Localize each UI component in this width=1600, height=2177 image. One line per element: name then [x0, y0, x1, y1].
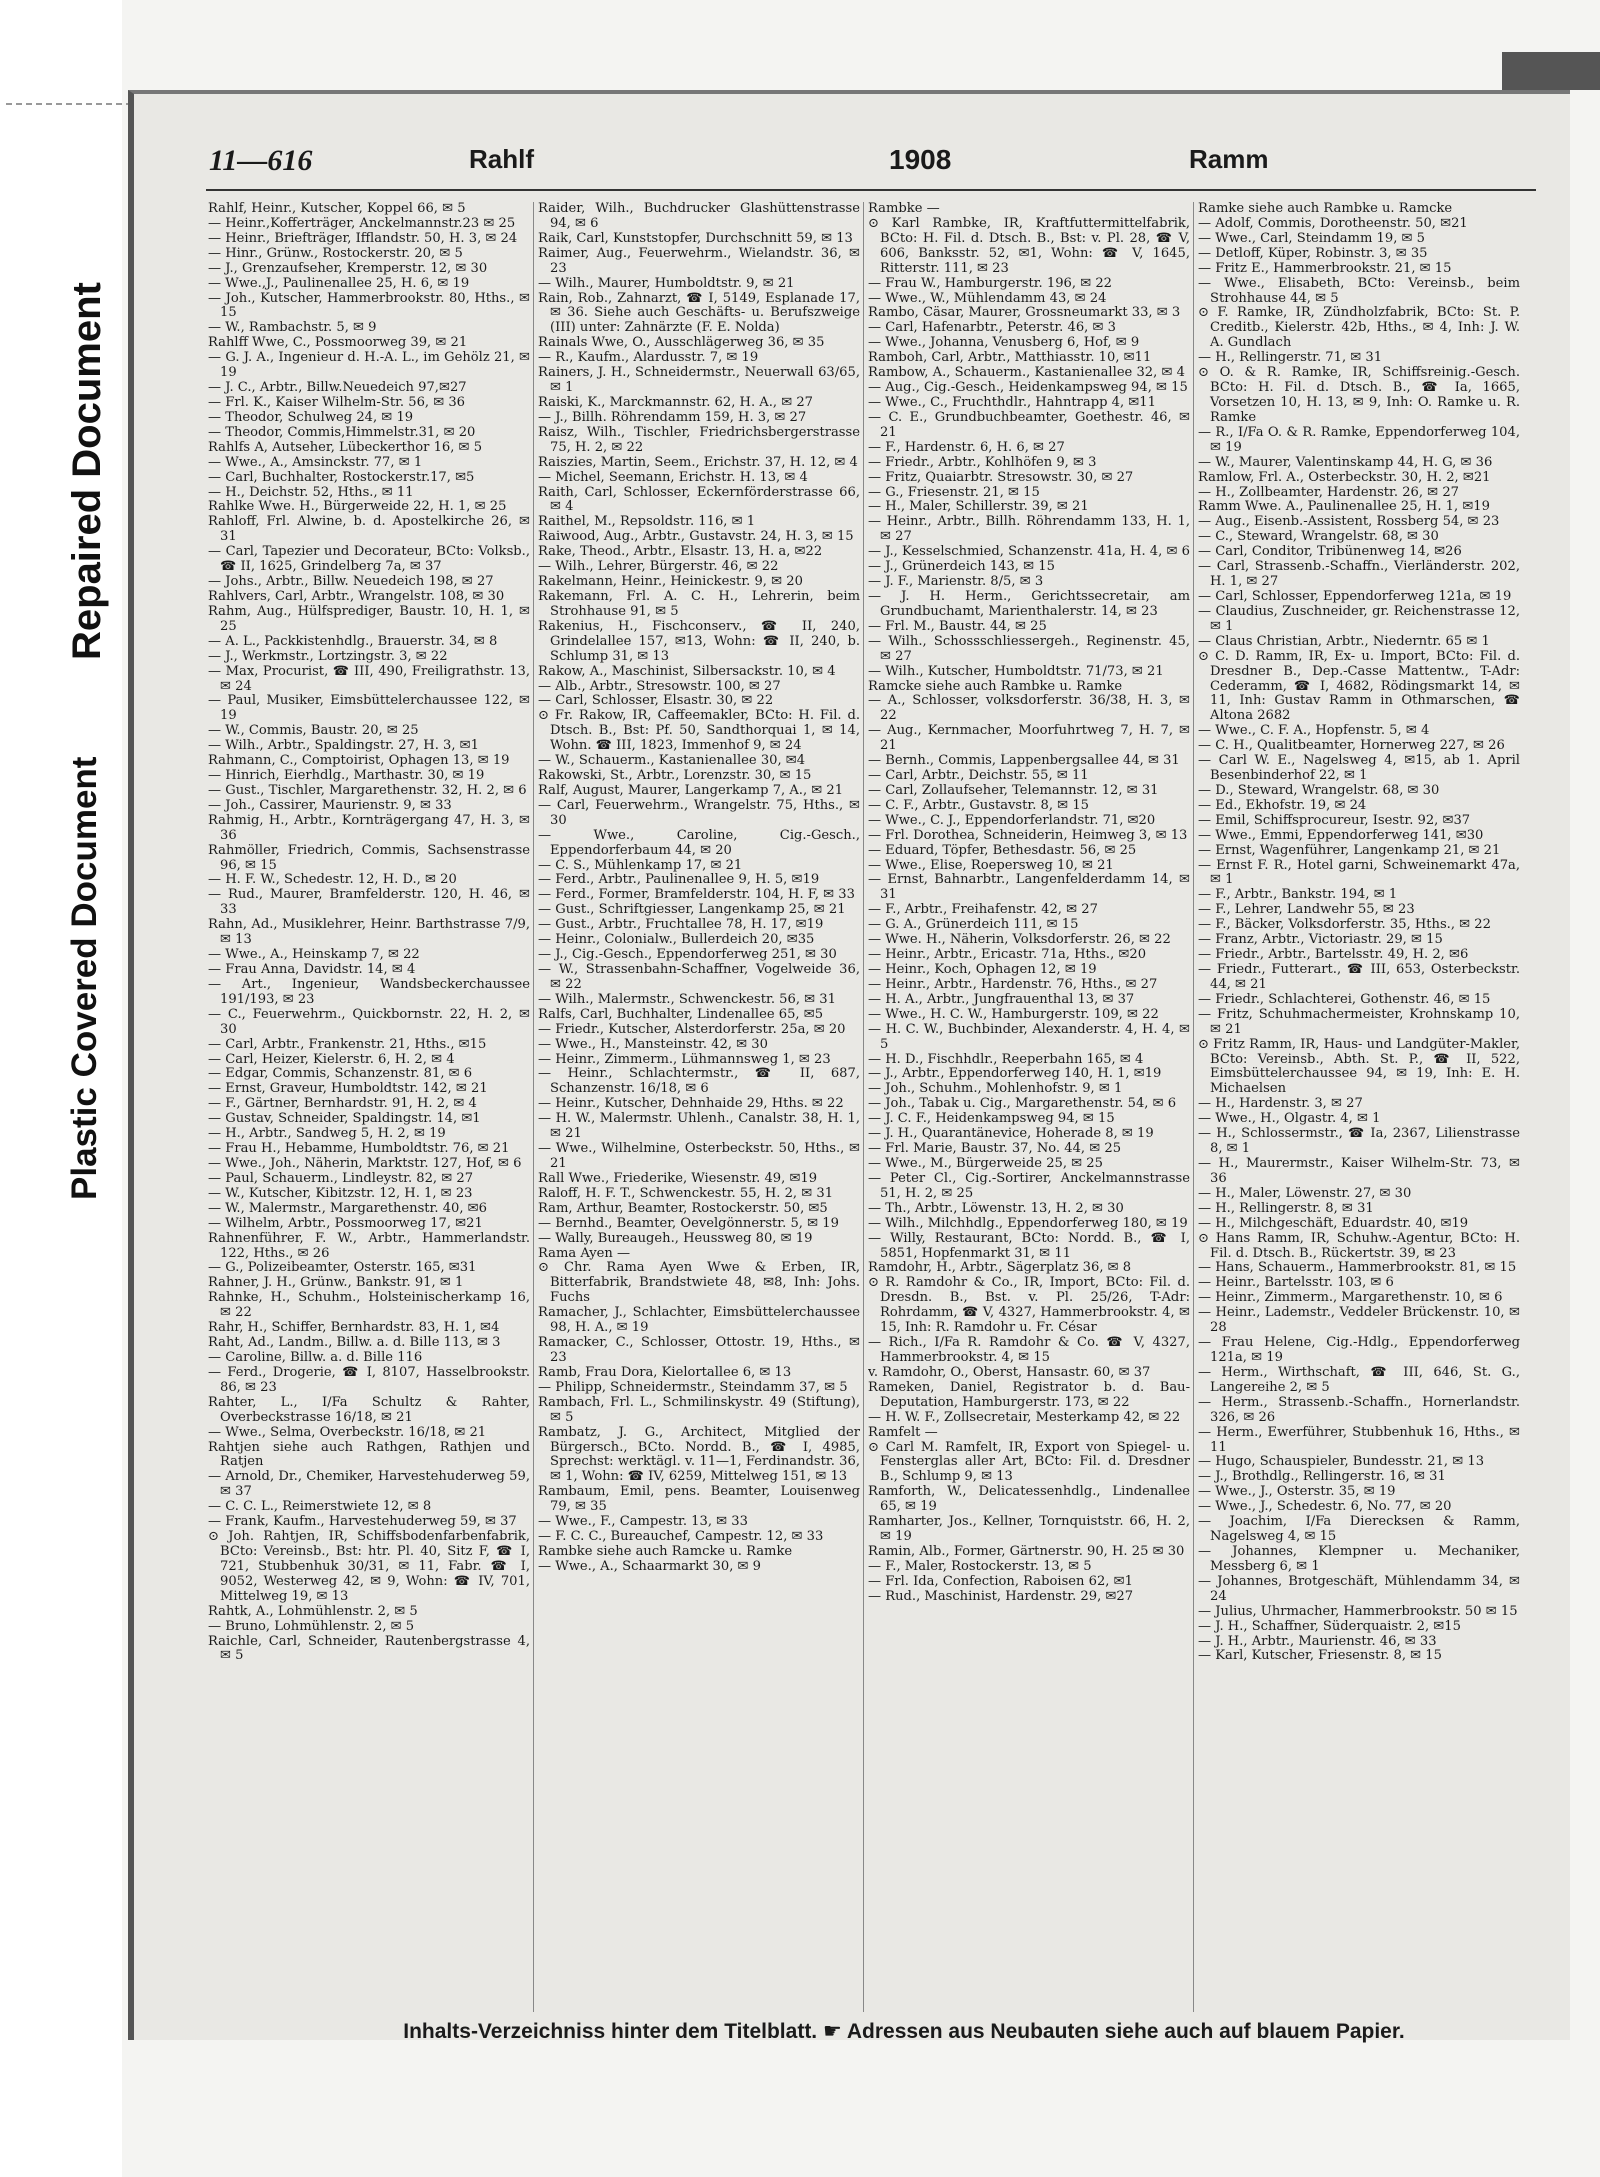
directory-entry: — Bernhd., Beamter, Oevelgönnerstr. 5, ✉ 19	[538, 1215, 839, 1231]
directory-entry: Ramfelt —	[868, 1424, 938, 1440]
directory-entry: Raithel, M., Repsoldstr. 116, ✉ 1	[538, 514, 756, 530]
directory-entry: — Rich., I/Fa R. Ramdohr & Co. ☎ V, 4327, Hammerbrookstr. 4, ✉ 15	[868, 1335, 1190, 1365]
directory-entry: — Gust., Arbtr., Fruchtallee 78, H. 17, ✉19	[538, 917, 824, 933]
directory-entry: ⊙ Fr. Rakow, IR, Caffeemakler, BCto: H. Fil. d. Dtsch. B., Bst: Pf. 50, Sandthorquai 1, ✉ 14, Wohn. ☎ III, 1823, Immenhof 9, ✉ 24	[538, 708, 860, 754]
directory-entry: — Wwe., H., Mansteinstr. 42, ✉ 30	[538, 1036, 768, 1052]
column-2	[538, 202, 860, 2012]
directory-entry: — H., Maurermstr., Kaiser Wilhelm-Str. 73, ✉ 36	[1198, 1156, 1520, 1186]
directory-entry: Raith, Carl, Schlosser, Eckernförderstrasse 66, ✉ 4	[538, 484, 860, 515]
directory-entry: — Wwe., H. C. W., Hamburgerstr. 109, ✉ 22	[868, 1006, 1159, 1022]
directory-entry: ⊙ O. & R. Ramke, IR, Schiffsreinig.-Gesch. BCto: H. Fil. d. Dtsch. B., ☎ Ia, 1665, Vorsetzen 10, H. 13, ✉ 9, Inh: O. Ramke u. R. Ramke	[1198, 365, 1520, 425]
directory-entry: — Carl, Buchhalter, Rostockerstr.17, ✉5	[208, 469, 475, 485]
directory-entry: — Willy, Restaurant, BCto: Nordd. B., ☎ I, 5851, Hopfenmarkt 31, ✉ 11	[868, 1230, 1190, 1261]
directory-entry: — Heinr., Arbtr., Billh. Röhrendamm 133, H. 1, ✉ 27	[868, 514, 1190, 545]
directory-entry: — W., Commis, Baustr. 20, ✉ 25	[208, 723, 419, 739]
directory-entry: Rambaum, Emil, pens. Beamter, Louisenweg 79, ✉ 35	[538, 1484, 860, 1515]
directory-entry: — Joh., Schuhm., Mohlenhofstr. 9, ✉ 1	[868, 1081, 1123, 1097]
directory-entry: — H., Rellingerstr. 8, ✉ 31	[1198, 1200, 1374, 1216]
directory-entry: Raiwood, Aug., Arbtr., Gustavstr. 24, H. 3, ✉ 15	[538, 529, 854, 545]
directory-entry: Rall Wwe., Friederike, Wiesenstr. 49, ✉19	[538, 1170, 818, 1186]
directory-entry: Ralf, August, Maurer, Langerkamp 7, A., ✉ 21	[538, 782, 844, 798]
directory-entry: — Paul, Musiker, Eimsbüttelerchaussee 122, ✉ 19	[208, 693, 530, 724]
directory-entry: ⊙ C. D. Ramm, IR, Ex- u. Import, BCto: Fil. d. Dresdner B., Dep.-Casse Mattentw., T-Adr: Cederamm, ☎ I, 4682, Rödingsmarkt 14, ✉ 11, Inh: Gustav Ramm in Othmarschen, ☎ Altona 2682	[1198, 648, 1520, 724]
directory-entry: Rainals Wwe, O., Ausschlägerweg 36, ✉ 35	[538, 335, 825, 351]
directory-entry: — J. C., Arbtr., Billw.Neuedeich 97,✉27	[208, 380, 467, 396]
directory-entry: — Franz, Arbtr., Victoriastr. 29, ✉ 15	[1198, 932, 1443, 948]
directory-entry: — Hinr., Grünw., Rostockerstr. 20, ✉ 5	[208, 245, 463, 261]
directory-entry: Rahn, Ad., Musiklehrer, Heinr. Barthstrasse 7/9, ✉ 13	[208, 917, 530, 948]
directory-entry: — Claus Christian, Arbtr., Niederntr. 65 ✉ 1	[1198, 633, 1490, 649]
directory-entry: Rahlke Wwe. H., Bürgerweide 22, H. 1, ✉ 25	[208, 499, 507, 515]
directory-entry: — Carl W. E., Nagelsweg 4, ✉15, ab 1. April Besenbinderhof 22, ✉ 1	[1198, 753, 1520, 784]
directory-entry: — J. C. F., Heidenkampsweg 94, ✉ 15	[868, 1111, 1115, 1127]
directory-entry: Ramdohr, H., Arbtr., Sägerplatz 36, ✉ 8	[868, 1260, 1132, 1276]
directory-entry: Raik, Carl, Kunststopfer, Durchschnitt 59, ✉ 13	[538, 230, 853, 246]
directory-entry: — Ed., Ekhofstr. 19, ✉ 24	[1198, 797, 1367, 813]
directory-entry: Rambatz, J. G., Architect, Mitglied der Bürgersch., BCto. Nordd. B., ☎ I, 4985, Sprechst: werktägl. v. 11—1, Ferdinandstr. 36, ✉ 1, Wohn: ☎ IV, 6259, Mittelweg 151, ✉ 13	[538, 1424, 860, 1485]
header-year: 1908	[889, 144, 952, 175]
directory-entry: Rahr, H., Schiffer, Bernhardstr. 83, H. 1, ✉4	[208, 1320, 500, 1336]
directory-entry: — Wwe., Carl, Steindamm 19, ✉ 5	[1198, 230, 1425, 246]
directory-entry: — W., Maurer, Valentinskamp 44, H. G, ✉ 36	[1198, 454, 1493, 470]
directory-entry: v. Ramdohr, O., Oberst, Hansastr. 60, ✉ 37	[868, 1364, 1151, 1380]
directory-entry: — F., Bäcker, Volksdorferstr. 35, Hths., ✉ 22	[1198, 917, 1491, 933]
directory-entry: — H. W., Malermstr. Uhlenh., Canalstr. 38, H. 1, ✉ 21	[538, 1111, 860, 1142]
directory-entry: — A. L., Packkistenhdlg., Brauerstr. 34, ✉ 8	[208, 633, 498, 649]
directory-entry: — Wilh., Lehrer, Bürgerstr. 46, ✉ 22	[538, 559, 779, 575]
directory-entry: Rain, Rob., Zahnarzt, ☎ I, 5149, Esplanade 17, ✉ 36. Siehe auch Geschäfts- u. Berufszweige (III) unter: Zahnärzte (F. E. Nolda)	[538, 290, 860, 336]
directory-entry: — H., Milchgeschäft, Eduardstr. 40, ✉19	[1198, 1215, 1469, 1231]
directory-entry: Rahnke, H., Schuhm., Holsteinischerkamp 16, ✉ 22	[208, 1290, 530, 1321]
scan-corner	[1502, 52, 1600, 90]
directory-entry: — F., Maler, Rostockerstr. 13, ✉ 5	[868, 1558, 1092, 1574]
directory-entry: Rakow, A., Maschinist, Silbersackstr. 10, ✉ 4	[538, 663, 836, 679]
directory-entry: Raiski, K., Marckmannstr. 62, H. A., ✉ 27	[538, 394, 814, 410]
column-1	[208, 202, 530, 2012]
directory-entry: — Wwe., W., Mühlendamm 43, ✉ 24	[868, 290, 1107, 306]
directory-entry: — Bernh., Commis, Lappenbergsallee 44, ✉ 31	[868, 753, 1180, 769]
directory-entry: — Arnold, Dr., Chemiker, Harvestehuderweg 59, ✉ 37	[208, 1469, 530, 1500]
directory-entry: Raider, Wilh., Buchdrucker Glashüttenstrasse 94, ✉ 6	[538, 202, 860, 231]
directory-entry: — Alb., Arbtr., Stresowstr. 100, ✉ 27	[538, 678, 781, 694]
directory-entry: ⊙ Carl M. Ramfelt, IR, Export von Spiegel- u. Fensterglas aller Art, BCto: Fil. d. Dresdner B., Schlump 9, ✉ 13	[868, 1439, 1190, 1485]
directory-entry: — Detloff, Küper, Robinstr. 3, ✉ 35	[1198, 245, 1428, 261]
directory-entry: Rakemann, Frl. A. C. H., Lehrerin, beim Strohhause 91, ✉ 5	[538, 588, 860, 619]
directory-entry: — Wwe., H., Olgastr. 4, ✉ 1	[1198, 1111, 1381, 1127]
directory-entry: — Wwe., Elisabeth, BCto: Vereinsb., beim Strohhause 44, ✉ 5	[1198, 275, 1520, 306]
directory-entry: — Aug., Kernmacher, Moorfuhrtweg 7, H. 7, ✉ 21	[868, 723, 1190, 754]
directory-entry: Rahner, J. H., Grünw., Bankstr. 91, ✉ 1	[208, 1275, 464, 1291]
directory-entry: — Ferd., Arbtr., Paulinenallee 9, H. 5, ✉19	[538, 872, 820, 888]
directory-entry: Rambow, A., Schauerm., Kastanienallee 32, ✉ 4	[868, 365, 1185, 381]
directory-entry: Rakenius, H., Fischconserv., ☎ II, 240, Grindelallee 157, ✉13, Wohn: ☎ II, 240, b. Schlump 31, ✉ 13	[538, 618, 860, 664]
directory-entry: — Wally, Bureaugeh., Heussweg 80, ✉ 19	[538, 1230, 813, 1246]
directory-entry: Raiszies, Martin, Seem., Erichstr. 37, H. 12, ✉ 4	[538, 454, 858, 470]
directory-entry: — Johs., Arbtr., Billw. Neuedeich 198, ✉ 27	[208, 574, 494, 590]
directory-entry: Raloff, H. F. T., Schwenckestr. 55, H. 2, ✉ 31	[538, 1185, 834, 1201]
directory-entry: — Philipp, Schneidermstr., Steindamm 37, ✉ 5	[538, 1379, 848, 1395]
directory-entry: — J. H. Herm., Gerichtssecretair, am Grundbuchamt, Marienthalerstr. 14, ✉ 23	[868, 588, 1190, 619]
directory-entry: Rahmann, C., Comptoirist, Ophagen 13, ✉ 19	[208, 753, 510, 769]
directory-entry: Ramke siehe auch Rambke u. Ramcke	[1198, 202, 1453, 216]
directory-entry: — H., Rellingerstr. 71, ✉ 31	[1198, 350, 1383, 366]
directory-entry: — Frank, Kaufm., Harvestehuderweg 59, ✉ 37	[208, 1514, 517, 1530]
directory-entry: — Carl, Zollaufseher, Telemannstr. 12, ✉ 31	[868, 782, 1159, 798]
directory-entry: — Wwe.,J., Paulinenallee 25, H. 6, ✉ 19	[208, 275, 470, 291]
directory-entry: Rahmig, H., Arbtr., Kornträgergang 47, H. 3, ✉ 36	[208, 812, 530, 843]
directory-entry: — Aug., Cig.-Gesch., Heidenkampsweg 94, ✉ 15	[868, 380, 1188, 396]
directory-entry: — H., Maler, Schillerstr. 39, ✉ 21	[868, 499, 1089, 515]
directory-entry: — Johannes, Klempner u. Mechaniker, Messberg 6, ✉ 1	[1198, 1543, 1520, 1574]
directory-entry: — Wwe., J., Osterstr. 35, ✉ 19	[1198, 1484, 1396, 1500]
directory-entry: — Wwe., C., Fruchthdlr., Hahntrapp 4, ✉11	[868, 394, 1156, 410]
side-dash-line	[6, 103, 132, 105]
directory-entry: — Wilh., Malermstr., Schwenckestr. 56, ✉ 31	[538, 991, 836, 1007]
directory-entry: — Wilhelm, Arbtr., Possmoorweg 17, ✉21	[208, 1215, 483, 1231]
directory-entry: — Gust., Schriftgiesser, Langenkamp 25, ✉ 21	[538, 902, 846, 918]
directory-entry: — Joachim, I/Fa Dierecksen & Ramm, Nagelsweg 4, ✉ 15	[1198, 1514, 1520, 1545]
directory-entry: — Hinrich, Eierhdlg., Marthastr. 30, ✉ 19	[208, 768, 485, 784]
directory-entry: — Carl, Arbtr., Deichstr. 55, ✉ 11	[868, 768, 1089, 784]
directory-entry: — Hans, Schauerm., Hammerbrookstr. 81, ✉ 15	[1198, 1260, 1517, 1276]
directory-entry: — J., Kesselschmied, Schanzenstr. 41a, H. 4, ✉ 6	[868, 544, 1190, 560]
directory-entry: Ramacher, J., Schlachter, Eimsbüttelerchaussee 98, H. A., ✉ 19	[538, 1305, 860, 1336]
directory-entry: — R., I/Fa O. & R. Ramke, Eppendorferweg 104, ✉ 19	[1198, 424, 1520, 455]
directory-entry: — Fritz E., Hammerbrookstr. 21, ✉ 15	[1198, 260, 1452, 276]
directory-entry: — F., Arbtr., Bankstr. 194, ✉ 1	[1198, 887, 1398, 903]
directory-entry: — Carl, Strassenb.-Schaffn., Vierländerstr. 202, H. 1, ✉ 27	[1198, 559, 1520, 590]
directory-entry: Rameken, Daniel, Registrator b. d. Bau-Deputation, Hamburgerstr. 173, ✉ 22	[868, 1379, 1190, 1410]
directory-entry: Rahmöller, Friedrich, Commis, Sachsenstrasse 96, ✉ 15	[208, 842, 530, 873]
directory-entry: — H. D., Fischhdlr., Reeperbahn 165, ✉ 4	[868, 1051, 1144, 1067]
directory-entry: — Ferd., Former, Bramfelderstr. 104, H. F, ✉ 33	[538, 887, 855, 903]
directory-entry: — Hugo, Schauspieler, Bundesstr. 21, ✉ 13	[1198, 1454, 1485, 1470]
directory-entry: — Herm., Strassenb.-Schaffn., Hornerlandstr. 326, ✉ 26	[1198, 1394, 1520, 1425]
directory-entry: — Heinr., Koch, Ophagen 12, ✉ 19	[868, 962, 1097, 978]
directory-entry: — Adolf, Commis, Dorotheenstr. 50, ✉21	[1198, 215, 1468, 231]
directory-entry: — Wilh., Maurer, Humboldtstr. 9, ✉ 21	[538, 275, 795, 291]
directory-entry: Ramin, Alb., Former, Gärtnerstr. 90, H. 25 ✉ 30	[868, 1543, 1185, 1559]
directory-entry: Raichle, Carl, Schneider, Rautenbergstrasse 4, ✉ 5	[208, 1633, 530, 1664]
directory-entry: — F. C. C., Bureauchef, Campestr. 12, ✉ 33	[538, 1529, 824, 1545]
directory-entry: — Carl, Tapezier und Decorateur, BCto: Volksb., ☎ II, 1625, Grindelberg 7a, ✉ 37	[208, 544, 530, 575]
directory-entry: — R., Kaufm., Alardusstr. 7, ✉ 19	[538, 350, 759, 366]
directory-entry: — Karl, Kutscher, Friesenstr. 8, ✉ 15	[1198, 1648, 1442, 1664]
directory-entry: — C. C. L., Reimerstwiete 12, ✉ 8	[208, 1499, 432, 1515]
directory-entry: — F., Arbtr., Freihafenstr. 42, ✉ 27	[868, 902, 1098, 918]
page-footer: Inhalts-Verzeichniss hinter dem Titelblatt. ☛ Adressen aus Neubauten siehe auch auf blauem Papier.	[403, 2020, 1405, 2043]
directory-entry: — J. H., Schaffner, Süderquaistr. 2, ✉15	[1198, 1618, 1461, 1634]
directory-entry: — W., Malermstr., Margarethenstr. 40, ✉6	[208, 1200, 487, 1216]
directory-entry: — Ernst F. R., Hotel garni, Schweinemarkt 47a, ✉ 1	[1198, 857, 1520, 888]
directory-entry: — Wwe., A., Heinskamp 7, ✉ 22	[208, 947, 420, 963]
directory-entry: — Heinr., Zimmerm., Lühmannsweg 1, ✉ 23	[538, 1051, 831, 1067]
directory-entry: — Friedr., Kutscher, Alsterdorferstr. 25a, ✉ 20	[538, 1021, 846, 1037]
directory-entry: — Carl, Feuerwehrm., Wrangelstr. 75, Hths., ✉ 30	[538, 797, 860, 828]
directory-entry: — J., Brothdlg., Rellingerstr. 16, ✉ 31	[1198, 1469, 1446, 1485]
directory-entry: — Carl, Arbtr., Frankenstr. 21, Hths., ✉15	[208, 1036, 487, 1052]
directory-entry: — Wwe., Johanna, Venusberg 6, Hof, ✉ 9	[868, 335, 1140, 351]
column-4	[1198, 202, 1520, 2012]
directory-entry: — G., Friesenstr. 21, ✉ 15	[868, 484, 1040, 500]
directory-entry: — Theodor, Schulweg 24, ✉ 19	[208, 409, 414, 425]
directory-entry: — Eduard, Töpfer, Bethesdastr. 56, ✉ 25	[868, 842, 1137, 858]
directory-entry: Ramforth, W., Delicatessenhdlg., Lindenallee 65, ✉ 19	[868, 1484, 1190, 1515]
column-divider	[863, 202, 864, 2012]
directory-entry: — Fritz, Schuhmachermeister, Krohnskamp 10, ✉ 21	[1198, 1006, 1520, 1037]
directory-entry: — Frau W., Hamburgerstr. 196, ✉ 22	[868, 275, 1112, 291]
directory-page	[128, 90, 1570, 2043]
directory-entry: Ramharter, Jos., Kellner, Tornquiststr. 66, H. 2, ✉ 19	[868, 1514, 1190, 1545]
directory-entry: — C. H., Qualitbeamter, Hornerweg 227, ✉ 26	[1198, 738, 1505, 754]
directory-entry: — Heinr., Bartelsstr. 103, ✉ 6	[1198, 1275, 1394, 1291]
directory-entry: — Heinr., Schlachtermstr., ☎ II, 687, Schanzenstr. 16/18, ✉ 6	[538, 1066, 860, 1097]
directory-entry: Rambo, Cäsar, Maurer, Grossneumarkt 33, ✉ 3	[868, 305, 1181, 321]
directory-entry: — Wilh., Arbtr., Spaldingstr. 27, H. 3, ✉1	[208, 738, 479, 754]
repaired-document-label: Repaired Document	[65, 282, 109, 660]
directory-entry: — Edgar, Commis, Schanzenstr. 81, ✉ 6	[208, 1066, 473, 1082]
directory-entry: — Wwe., Selma, Overbeckstr. 16/18, ✉ 21	[208, 1424, 487, 1440]
directory-entry: Rahtjen siehe auch Rathgen, Rathjen und Ratjen	[208, 1439, 530, 1470]
directory-entry: — D., Steward, Wrangelstr. 68, ✉ 30	[1198, 782, 1440, 798]
directory-entry: — W., Kutscher, Kibitzstr. 12, H. 1, ✉ 23	[208, 1185, 473, 1201]
directory-entry: — Wwe., Wilhelmine, Osterbeckstr. 50, Hths., ✉ 21	[538, 1141, 860, 1171]
directory-entry: Rakelmann, Heinr., Heinickestr. 9, ✉ 20	[538, 574, 803, 590]
directory-entry: Ralfs, Carl, Buchhalter, Lindenallee 65, ✉5	[538, 1006, 824, 1022]
directory-entry: Rakowski, St., Arbtr., Lorenzstr. 30, ✉ 15	[538, 768, 812, 784]
directory-entry: — Wwe., A., Schaarmarkt 30, ✉ 9	[538, 1558, 761, 1574]
directory-entry: — H., Zollbeamter, Hardenstr. 26, ✉ 27	[1198, 484, 1459, 500]
directory-entry: — Joh., Cassirer, Maurienstr. 9, ✉ 33	[208, 797, 452, 813]
directory-entry: — Carl, Hafenarbtr., Peterstr. 46, ✉ 3	[868, 320, 1116, 336]
directory-entry: — F., Hardenstr. 6, H. 6, ✉ 27	[868, 439, 1065, 455]
directory-entry: Rahter, L., I/Fa Schultz & Rahter, Overbeckstrasse 16/18, ✉ 21	[208, 1394, 530, 1425]
directory-entry: — C. S., Mühlenkamp 17, ✉ 21	[538, 857, 743, 873]
directory-entry: — C. E., Grundbuchbeamter, Goethestr. 46, ✉ 21	[868, 409, 1190, 440]
directory-entry: — Frau H., Hebamme, Humboldtstr. 76, ✉ 21	[208, 1141, 510, 1157]
directory-entry: — F., Gärtner, Bernhardstr. 91, H. 2, ✉ 4	[208, 1096, 477, 1112]
directory-entry: — Frl. M., Baustr. 44, ✉ 25	[868, 618, 1047, 634]
directory-entry: — H., Hardenstr. 3, ✉ 27	[1198, 1096, 1363, 1112]
column-divider	[533, 202, 534, 2012]
directory-entry: — G. A., Grünerdeich 111, ✉ 15	[868, 917, 1079, 933]
directory-entry: — Heinr.,Kofferträger, Anckelmannstr.23 ✉ 25	[208, 215, 516, 231]
directory-entry: — Gustav, Schneider, Spaldingstr. 14, ✉1	[208, 1111, 481, 1127]
directory-entry: — J., Arbtr., Eppendorferweg 140, H. 1, ✉19	[868, 1066, 1162, 1082]
directory-entry: — Theodor, Commis,Himmelstr.31, ✉ 20	[208, 424, 476, 440]
directory-entry: Ramb, Frau Dora, Kielortallee 6, ✉ 13	[538, 1364, 792, 1380]
directory-entry: — Paul, Schauerm., Lindleystr. 82, ✉ 27	[208, 1170, 474, 1186]
directory-entry: Raisz, Wilh., Tischler, Friedrichsbergerstrasse 75, H. 2, ✉ 22	[538, 424, 860, 455]
directory-entry: Raimer, Aug., Feuerwehrm., Wielandstr. 36, ✉ 23	[538, 245, 860, 276]
directory-entry: — A., Schlosser, volksdorferstr. 36/38, H. 3, ✉ 22	[868, 693, 1190, 724]
directory-entry: — H., Maler, Löwenstr. 27, ✉ 30	[1198, 1185, 1412, 1201]
column-3	[868, 202, 1190, 2012]
directory-entry: — Heinr., Arbtr., Hardenstr. 76, Hths., ✉ 27	[868, 976, 1158, 992]
directory-entry: — H. C. W., Buchbinder, Alexanderstr. 4, H. 4, ✉ 5	[868, 1021, 1190, 1052]
directory-entry: — Heinr., Arbtr., Ericastr. 71a, Hths., ✉20	[868, 947, 1147, 963]
directory-entry: — J., Grenzaufseher, Kremperstr. 12, ✉ 30	[208, 260, 488, 276]
directory-entry: — Wwe., Caroline, Cig.-Gesch., Eppendorferbaum 44, ✉ 20	[538, 827, 860, 858]
directory-entry: — Carl, Schlosser, Eppendorferweg 121a, ✉ 19	[1198, 588, 1512, 604]
directory-entry: — Frl. Ida, Confection, Raboisen 62, ✉1	[868, 1573, 1133, 1589]
directory-entry: — Max, Procurist, ☎ III, 490, Freiligrathstr. 13, ✉ 24	[208, 663, 530, 694]
directory-entry: — Heinr., Colonialw., Bullerdeich 20, ✉35	[538, 932, 815, 948]
directory-entry: — Rud., Maschinist, Hardenstr. 29, ✉27	[868, 1588, 1134, 1604]
page-number: 11—616	[209, 144, 313, 177]
directory-entry: — G. J. A., Ingenieur d. H.-A. L., im Gehölz 21, ✉ 19	[208, 350, 530, 381]
directory-entry: Rahtk, A., Lohmühlenstr. 2, ✉ 5	[208, 1603, 418, 1619]
directory-entry: — Herm., Ewerführer, Stubbenhuk 16, Hths., ✉ 11	[1198, 1424, 1520, 1455]
directory-entry: ⊙ Fritz Ramm, IR, Haus- und Landgüter-Makler, BCto: Vereinsb., Abth. St. P., ☎ II, 522, Eimsbüttelerchaussee 94, ✉ 19, Inh: E. H. Michaelsen	[1198, 1036, 1520, 1097]
directory-entry: — Emil, Schiffsprocureur, Isestr. 92, ✉37	[1198, 812, 1471, 828]
directory-entry: — Wilh., Kutscher, Humboldtstr. 71/73, ✉ 21	[868, 663, 1164, 679]
directory-entry: Rahnenführer, F. W., Arbtr., Hammerlandstr. 122, Hths., ✉ 26	[208, 1230, 530, 1261]
directory-entry: — Heinr., Briefträger, Ifflandstr. 50, H. 3, ✉ 24	[208, 230, 518, 246]
directory-entry: — Friedr., Arbtr., Kohlhöfen 9, ✉ 3	[868, 454, 1097, 470]
directory-entry: — H. F. W., Schedestr. 12, H. D., ✉ 20	[208, 872, 457, 888]
directory-entry: — Wwe., M., Bürgerweide 25, ✉ 25	[868, 1156, 1103, 1171]
directory-entry: Ramcke siehe auch Rambke u. Ramke	[868, 678, 1123, 694]
directory-entry: — J., Grünerdeich 143, ✉ 15	[868, 559, 1055, 575]
directory-entry: Raht, Ad., Landm., Billw. a. d. Bille 113, ✉ 3	[208, 1335, 501, 1351]
directory-entry: — Frl. K., Kaiser Wilhelm-Str. 56, ✉ 36	[208, 394, 466, 410]
directory-entry: ⊙ Hans Ramm, IR, Schuhw.-Agentur, BCto: H. Fil. d. Dtsch. B., Rückertstr. 39, ✉ 23	[1198, 1230, 1520, 1261]
directory-entry: — Wwe., A., Amsinckstr. 77, ✉ 1	[208, 454, 423, 470]
directory-entry: — Wwe., F., Campestr. 13, ✉ 33	[538, 1514, 748, 1530]
directory-entry: — C. F., Arbtr., Gustavstr. 8, ✉ 15	[868, 797, 1089, 813]
directory-entry: Rama Ayen —	[538, 1245, 631, 1261]
directory-entry: — Wilh., Milchhdlg., Eppendorferweg 180, ✉ 19	[868, 1215, 1188, 1231]
directory-entry: — Caroline, Billw. a. d. Bille 116	[208, 1349, 423, 1365]
directory-entry: — H., Arbtr., Sandweg 5, H. 2, ✉ 19	[208, 1126, 446, 1142]
directory-entry: Ramboh, Carl, Arbtr., Matthiasstr. 10, ✉11	[868, 350, 1152, 366]
directory-entry: Rainers, J. H., Schneidermstr., Neuerwall 63/65, ✉ 1	[538, 365, 860, 396]
directory-entry: — Aug., Eisenb.-Assistent, Rossberg 54, ✉ 23	[1198, 514, 1500, 530]
directory-entry: Rahlf, Heinr., Kutscher, Koppel 66, ✉ 5	[208, 202, 466, 216]
directory-entry: — Wwe., Joh., Näherin, Marktstr. 127, Hof, ✉ 6	[208, 1156, 522, 1171]
directory-entry: Rahm, Aug., Hülfsprediger, Baustr. 10, H. 1, ✉ 25	[208, 603, 530, 634]
directory-entry: — Art., Ingenieur, Wandsbeckerchaussee 191/193, ✉ 23	[208, 976, 530, 1007]
directory-entry: — Wilh., Schossschliessergeh., Reginenstr. 45, ✉ 27	[868, 633, 1190, 664]
directory-entry: — Friedr., Schlachterei, Gothenstr. 46, ✉ 15	[1198, 991, 1491, 1007]
directory-entry: — Wwe., Elise, Roepersweg 10, ✉ 21	[868, 857, 1114, 873]
directory-entry: — Wwe., J., Schedestr. 6, No. 77, ✉ 20	[1198, 1499, 1452, 1515]
directory-entry: — Peter Cl., Cig.-Sortirer, Anckelmannstrasse 51, H. 2, ✉ 25	[868, 1170, 1190, 1201]
directory-entry: — J., Cig.-Gesch., Eppendorferweg 251, ✉ 30	[538, 947, 837, 963]
directory-entry: ⊙ R. Ramdohr & Co., IR, Import, BCto: Fil. d. Dresdn. B., Bst. v. Pl. 25/26, T-Adr: Rohrdamm, ☎ V, 4327, Hammerbrookstr. 4, ✉ 15, Inh: R. Ramdohr u. Fr. César	[868, 1275, 1190, 1336]
directory-entry: — J. F., Marienstr. 8/5, ✉ 3	[868, 574, 1044, 590]
directory-entry: — Friedr., Arbtr., Bartelsstr. 49, H. 2, ✉6	[1198, 947, 1469, 963]
column-divider	[1193, 202, 1194, 2012]
directory-entry: — Th., Arbtr., Löwenstr. 13, H. 2, ✉ 30	[868, 1200, 1124, 1216]
directory-entry: — J., Billh. Röhrendamm 159, H. 3, ✉ 27	[538, 409, 807, 425]
directory-entry: — Carl, Schlosser, Elsastr. 30, ✉ 22	[538, 693, 774, 709]
directory-entry: — Heinr., Lademstr., Veddeler Brückenstr. 10, ✉ 28	[1198, 1305, 1520, 1336]
directory-entry: Ramm Wwe. A., Paulinenallee 25, H. 1, ✉19	[1198, 499, 1490, 515]
directory-entry: — Bruno, Lohmühlenstr. 2, ✉ 5	[208, 1618, 415, 1634]
directory-entry: — Julius, Uhrmacher, Hammerbrookstr. 50 ✉ 15	[1198, 1603, 1518, 1619]
directory-entry: — Heinr., Kutscher, Dehnhaide 29, Hths. ✉ 22	[538, 1096, 844, 1112]
directory-entry: — Gust., Tischler, Margarethenstr. 32, H. 2, ✉ 6	[208, 782, 527, 798]
directory-entry: — W., Strassenbahn-Schaffner, Vogelweide 36, ✉ 22	[538, 962, 860, 992]
directory-entry: — J. H., Arbtr., Maurienstr. 46, ✉ 33	[1198, 1633, 1437, 1649]
directory-entry: — J. H., Quarantänevice, Hoherade 8, ✉ 19	[868, 1126, 1154, 1142]
directory-entry: — H., Deichstr. 52, Hths., ✉ 11	[208, 484, 414, 500]
directory-entry: — Joh., Tabak u. Cig., Margarethenstr. 54, ✉ 6	[868, 1096, 1177, 1112]
directory-entry: Rambach, Frl. L., Schmilinskystr. 49 (Stiftung), ✉ 5	[538, 1394, 860, 1425]
directory-entry: — J., Werkmstr., Lortzingstr. 3, ✉ 22	[208, 648, 448, 664]
directory-entry: Ramlow, Frl. A., Osterbeckstr. 30, H. 2, ✉21	[1198, 469, 1491, 485]
directory-entry: — C., Steward, Wrangelstr. 68, ✉ 30	[1198, 529, 1439, 545]
directory-entry: — Wwe. H., Näherin, Volksdorferstr. 26, ✉ 22	[868, 932, 1171, 948]
directory-entry: — F., Lehrer, Landwehr 55, ✉ 23	[1198, 902, 1415, 918]
directory-entry: — C., Feuerwehrm., Quickbornstr. 22, H. 2, ✉ 30	[208, 1006, 530, 1037]
directory-entry: — W., Rambachstr. 5, ✉ 9	[208, 320, 377, 336]
directory-entry: ⊙ Chr. Rama Ayen Wwe & Erben, IR, Bitterfabrik, Brandstwiete 48, ✉8, Inh: Johs. Fuchs	[538, 1260, 860, 1306]
directory-entry: — Wwe., C. F. A., Hopfenstr. 5, ✉ 4	[1198, 723, 1430, 739]
directory-entry: — Ernst, Graveur, Humboldtstr. 142, ✉ 21	[208, 1081, 488, 1097]
directory-entry: — Frl. Dorothea, Schneiderin, Heimweg 3, ✉ 13	[868, 827, 1188, 843]
directory-entry: — Heinr., Zimmerm., Margarethenstr. 10, ✉ 6	[1198, 1290, 1503, 1306]
plastic-covered-label: Plastic Covered Document	[65, 756, 104, 1200]
directory-entry: — G., Polizeibeamter, Osterstr. 165, ✉31	[208, 1260, 477, 1276]
directory-entry: Rahlfs A, Autseher, Lübeckerthor 16, ✉ 5	[208, 439, 483, 455]
directory-entry: — Joh., Kutscher, Hammerbrookstr. 80, Hths., ✉ 15	[208, 290, 530, 321]
directory-entry: ⊙ Karl Rambke, IR, Kraftfuttermittelfabrik, BCto: H. Fil. d. Dtsch. B., Bst: v. Pl. 28, ☎ V, 606, Banksstr. 52, ✉1, Wohn: ☎ V, 1645, Ritterstr. 111, ✉ 23	[868, 215, 1190, 276]
directory-entry: — H., Schlossermstr., ☎ Ia, 2367, Lilienstrasse 8, ✉ 1	[1198, 1126, 1520, 1157]
directory-entry: — Carl, Heizer, Kielerstr. 6, H. 2, ✉ 4	[208, 1051, 455, 1067]
directory-entry: — Herm., Wirthschaft, ☎ III, 646, St. G., Langereihe 2, ✉ 5	[1198, 1364, 1520, 1395]
directory-entry: Ram, Arthur, Beamter, Rostockerstr. 50, ✉5	[538, 1200, 828, 1216]
directory-entry: — Claudius, Zuschneider, gr. Reichenstrasse 12, ✉ 1	[1198, 603, 1520, 634]
directory-entry: Rahlvers, Carl, Arbtr., Wrangelstr. 108, ✉ 30	[208, 588, 505, 604]
directory-entry: — W., Schauerm., Kastanienallee 30, ✉4	[538, 753, 806, 769]
header-first-word: Rahlf	[469, 144, 534, 174]
header-last-word: Ramm	[1189, 144, 1269, 174]
directory-entry: Rake, Theod., Arbtr., Elsastr. 13, H. a, ✉22	[538, 544, 823, 560]
directory-entry: — Rud., Maurer, Bramfelderstr. 120, H. 46, ✉ 33	[208, 887, 530, 918]
directory-entry: Rambke siehe auch Ramcke u. Ramke	[538, 1543, 793, 1559]
directory-entry: — Frau Anna, Davidstr. 14, ✉ 4	[208, 962, 416, 978]
directory-entry: Ramacker, C., Schlosser, Ottostr. 19, Hths., ✉ 23	[538, 1335, 860, 1365]
directory-entry: — Wwe., C. J., Eppendorferlandstr. 71, ✉20	[868, 812, 1156, 828]
directory-entry: — H. W. F., Zollsecretair, Mesterkamp 42, ✉ 22	[868, 1409, 1181, 1425]
directory-entry: — Friedr., Futterart., ☎ III, 653, Osterbeckstr. 44, ✉ 21	[1198, 962, 1520, 992]
directory-entry: — Frau Helene, Cig.-Hdlg., Eppendorferweg 121a, ✉ 19	[1198, 1335, 1520, 1365]
directory-entry: — Fritz, Quaiarbtr. Stresowstr. 30, ✉ 27	[868, 469, 1134, 485]
directory-entry: — Wwe., Emmi, Eppendorferweg 141, ✉30	[1198, 827, 1484, 843]
directory-entry: — Michel, Seemann, Erichstr. H. 13, ✉ 4	[538, 469, 808, 485]
directory-entry: — Ferd., Drogerie, ☎ I, 8107, Hasselbrookstr. 86, ✉ 23	[208, 1364, 530, 1395]
directory-entry: ⊙ Joh. Rahtjen, IR, Schiffsbodenfarbenfabrik, BCto: Vereinsb., Bst: htr. Pl. 40, Sitz F, ☎ I, 721, Stubbenhuk 30/31, ✉ 11, Fabr. ☎ I, 9052, Westerweg 42, ✉ 9, Wohn: ☎ IV, 701, Mittelweg 19, ✉ 13	[208, 1529, 530, 1604]
directory-entry: — Ernst, Bahnarbtr., Langenfelderdamm 14, ✉ 31	[868, 872, 1190, 903]
directory-entry: — Johannes, Brotgeschäft, Mühlendamm 34, ✉ 24	[1198, 1573, 1520, 1604]
page-header	[209, 144, 1534, 184]
directory-entry: — Frl. Marie, Baustr. 37, No. 44, ✉ 25	[868, 1141, 1122, 1157]
directory-entry: — H. A., Arbtr., Jungfrauenthal 13, ✉ 37	[868, 991, 1135, 1007]
directory-entry: Rahloff, Frl. Alwine, b. d. Apostelkirche 26, ✉ 31	[208, 514, 530, 545]
directory-entry: Rambke —	[868, 202, 940, 216]
directory-entry: ⊙ F. Ramke, IR, Zündholzfabrik, BCto: St. P. Creditb., Kielerstr. 42b, Hths., ✉ 4, Inh: J. W. A. Gundlach	[1198, 305, 1520, 351]
directory-entry: Rahlff Wwe, C., Possmoorweg 39, ✉ 21	[208, 335, 468, 351]
directory-entry: — Carl, Conditor, Tribünenweg 14, ✉26	[1198, 544, 1462, 560]
header-rule	[206, 189, 1536, 191]
directory-entry: — Ernst, Wagenführer, Langenkamp 21, ✉ 21	[1198, 842, 1501, 858]
